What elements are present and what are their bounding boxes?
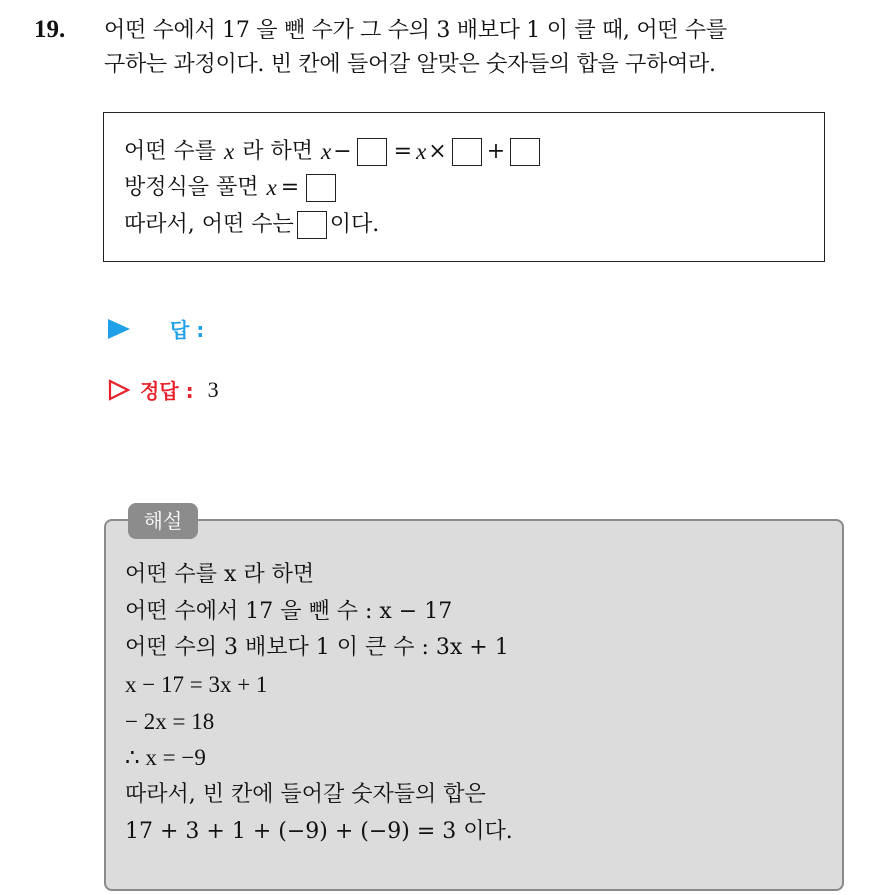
solution-line-1: 어떤 수를 x 라 하면 xyxy=(125,562,315,587)
solution-line-6: ∴ x = −9 xyxy=(125,745,206,771)
answer-label: 답 : xyxy=(170,318,205,342)
box-line-1-prefix: 어떤 수를 xyxy=(124,139,217,164)
solution-line-7: 따라서, 빈 칸에 들어갈 숫자들의 합은 xyxy=(125,782,486,808)
problem-box xyxy=(103,112,825,262)
play-triangle-icon xyxy=(108,319,130,339)
question-text xyxy=(104,14,874,82)
solution-line-5: − 2x = 18 xyxy=(125,708,215,734)
minus-sign: − xyxy=(333,139,352,164)
box-line-1 xyxy=(124,135,543,169)
variable-x: x xyxy=(320,139,332,164)
variable-x: x xyxy=(266,175,277,200)
solution-line-2: 어떤 수에서 17 을 뺀 수 : x − 17 xyxy=(125,598,453,624)
question-number: 19. xyxy=(34,16,66,43)
correct-answer-row xyxy=(108,375,219,404)
answer-row xyxy=(108,314,204,343)
variable-x: x xyxy=(416,139,427,164)
solution-line-3: 어떤 수의 3 배보다 1 이 큰 수 : 3x + 1 xyxy=(125,635,509,661)
box-line-3 xyxy=(124,208,379,242)
blank-box-1[interactable] xyxy=(357,138,387,166)
equals-sign: = xyxy=(393,139,413,164)
blank-box-4[interactable] xyxy=(306,174,336,202)
solution-lines xyxy=(125,557,513,851)
box-line-1-mid: 라 하면 xyxy=(242,139,313,164)
question-line-1: 어떤 수에서 17 을 뺀 수가 그 수의 3 배보다 1 이 클 때, 어떤 수를 xyxy=(104,18,727,43)
equals-sign: = xyxy=(280,175,300,200)
correct-answer-value: 3 xyxy=(207,376,219,402)
solution-line-8: 17 + 3 + 1 + (−9) + (−9) = 3 이다. xyxy=(125,818,513,844)
box-line-3-prefix: 따라서, 어떤 수는 xyxy=(124,212,294,237)
box-line-2-prefix: 방정식을 풀면 xyxy=(124,175,259,200)
blank-box-2[interactable] xyxy=(452,138,482,166)
box-line-2 xyxy=(124,171,339,205)
blank-box-5[interactable] xyxy=(297,211,327,239)
times-sign: × xyxy=(428,139,447,164)
correct-answer-label: 정답 : xyxy=(140,379,194,403)
solution-line-4: x − 17 = 3x + 1 xyxy=(125,672,268,698)
question-line-2: 구하는 과정이다. 빈 칸에 들어갈 알맞은 숫자들의 합을 구하여라. xyxy=(104,52,716,77)
blank-box-3[interactable] xyxy=(510,138,540,166)
box-line-3-suffix: 이다. xyxy=(329,212,380,237)
variable-x: x xyxy=(224,139,235,164)
outline-triangle-icon xyxy=(108,379,130,401)
plus-sign: + xyxy=(486,139,506,164)
solution-tab: 해설 xyxy=(128,503,198,539)
